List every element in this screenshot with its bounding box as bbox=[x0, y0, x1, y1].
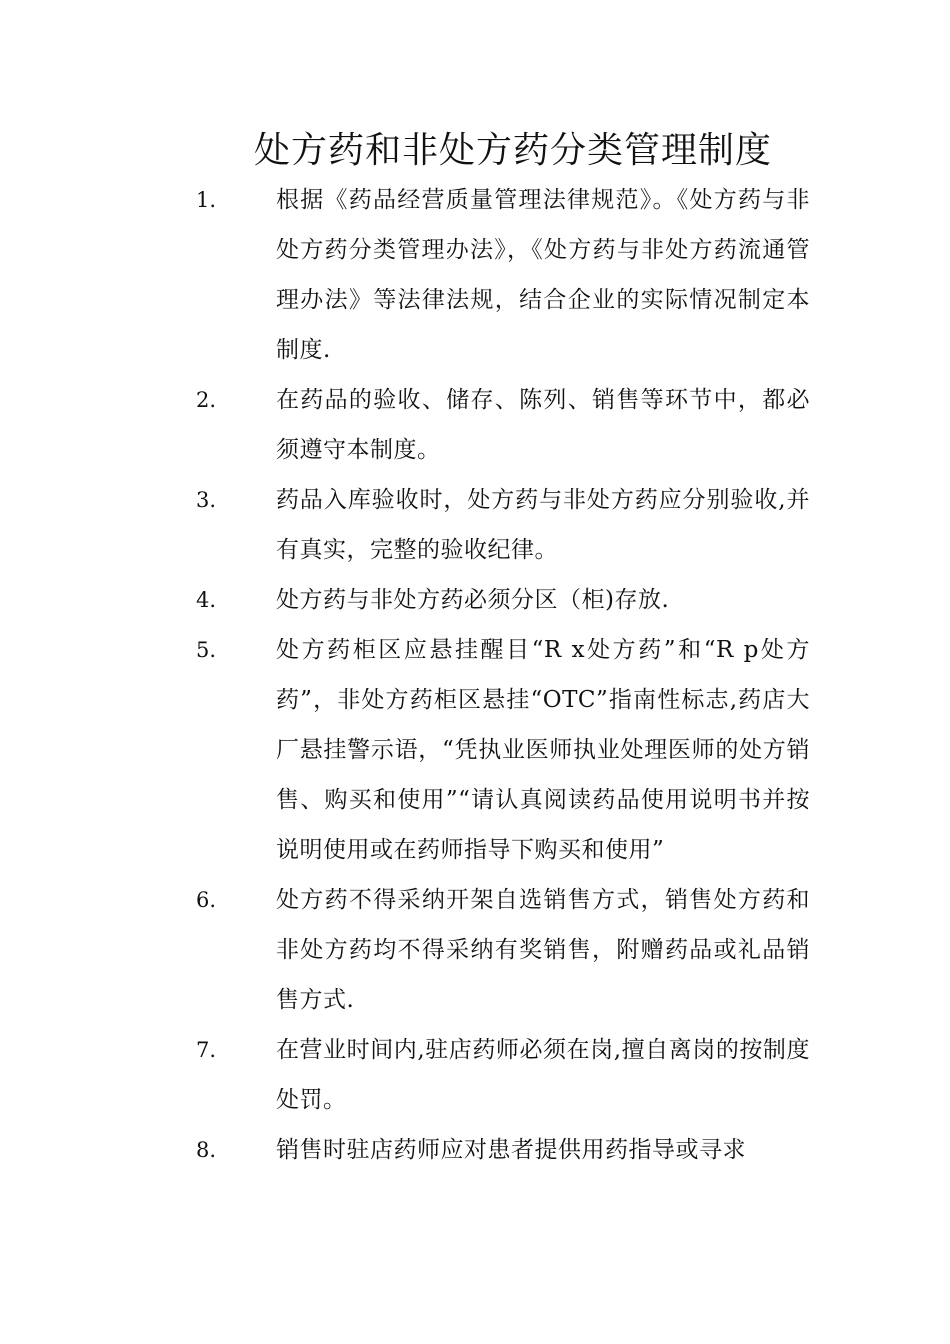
title-area bbox=[0, 0, 950, 200]
item-number: 4. bbox=[196, 588, 217, 612]
list-item bbox=[0, 875, 950, 1025]
item-text: 在药品的验收、储存、陈列、销售等环节中，都必须遵守本制度。 bbox=[276, 387, 810, 463]
regulation-list bbox=[0, 175, 950, 1175]
item-text: 药品入库验收时，处方药与非处方药应分别验收,并有真实，完整的验收纪律。 bbox=[276, 487, 810, 563]
item-text: 处方药与非处方药必须分区（柜)存放. bbox=[276, 587, 670, 613]
item-number: 2. bbox=[196, 388, 217, 412]
list-item bbox=[0, 1125, 950, 1175]
item-text: 在营业时间内,驻店药师必须在岗,擅自离岗的按制度处罚。 bbox=[276, 1037, 810, 1113]
list-item bbox=[0, 625, 950, 875]
list-item bbox=[0, 475, 950, 575]
list-item bbox=[0, 175, 950, 375]
item-text: 处方药不得采纳开架自选销售方式，销售处方药和非处方药均不得采纳有奖销售，附赠药品或礼品销售方式. bbox=[276, 887, 810, 1013]
list-item bbox=[0, 375, 950, 475]
document-title: 处方药和非处方药分类管理制度 bbox=[253, 130, 772, 171]
item-number: 8. bbox=[196, 1138, 217, 1162]
item-number: 1. bbox=[196, 188, 217, 212]
item-text: 销售时驻店药师应对患者提供用药指导或寻求 bbox=[276, 1137, 746, 1163]
list-item bbox=[0, 575, 950, 625]
item-number: 5. bbox=[196, 638, 217, 662]
item-text: 根据《药品经营质量管理法律规范》。《处方药与非处方药分类管理办法》，《处方药与非处方药流通管理办法》等法律法规，结合企业的实际情况制定本制度. bbox=[276, 187, 810, 363]
item-number: 3. bbox=[196, 488, 217, 512]
item-number: 7. bbox=[196, 1038, 217, 1062]
list-item bbox=[0, 1025, 950, 1125]
item-number: 6. bbox=[196, 888, 217, 912]
item-text: 处方药柜区应悬挂醒目“R x处方药”和“R p处方药”，非处方药柜区悬挂“OTC”指南性标志,药店大厂悬挂警示语，“凭执业医师执业处理医师的处方销售、购买和使用”“请认真阅读药品使用说明书并按说明使用或在药师指导下购买和使用” bbox=[276, 637, 810, 863]
